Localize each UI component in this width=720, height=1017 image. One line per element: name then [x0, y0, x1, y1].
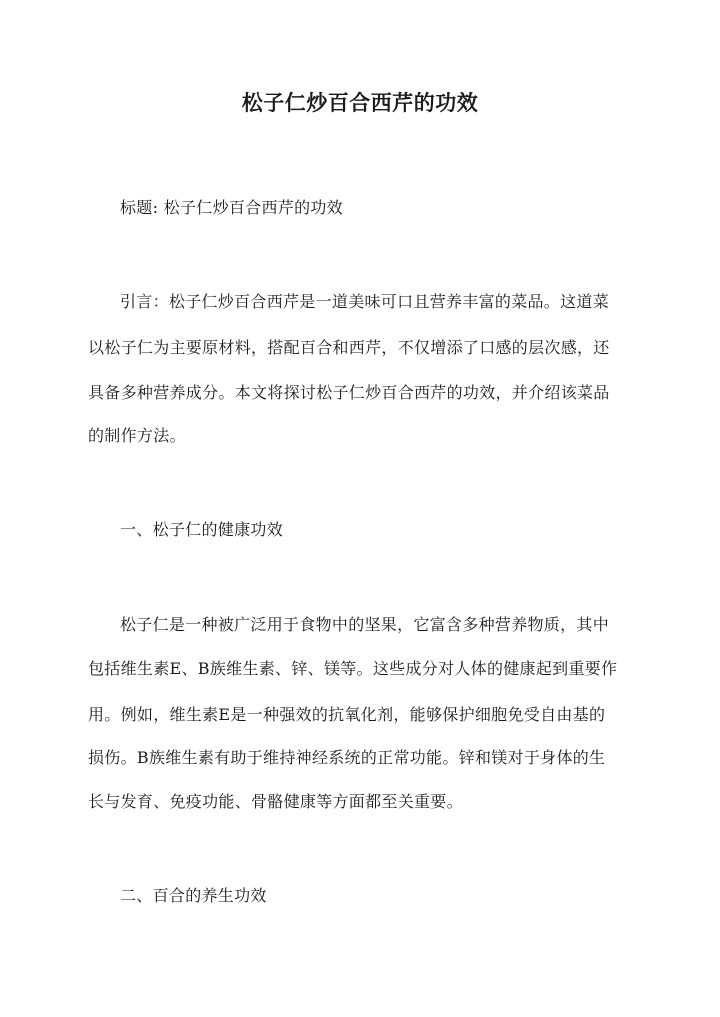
- document-title: 松子仁炒百合西芹的功效: [241, 90, 479, 115]
- body-line: 损伤。B族维生素有助于维持神经系统的正常功能。锌和镁对于身体的生: [88, 748, 606, 767]
- intro-line: 引言：松子仁炒百合西芹是一道美味可口且营养丰富的菜品。这道菜: [120, 292, 610, 311]
- intro-line: 以松子仁为主要原材料，搭配百合和西芹，不仅增添了口感的层次感，还: [88, 338, 610, 357]
- subject-line: 标题: 松子仁炒百合西芹的功效: [120, 198, 343, 217]
- section-heading-lily: 二、百合的养生功效: [120, 886, 267, 905]
- intro-line: 的制作方法。: [88, 426, 186, 445]
- body-line: 包括维生素E、B族维生素、锌、镁等。这些成分对人体的健康起到重要作: [88, 659, 618, 678]
- intro-line: 具备多种营养成分。本文将探讨松子仁炒百合西芹的功效，并介绍该菜品: [88, 383, 610, 402]
- section-heading-pine-nuts: 一、松子仁的健康功效: [120, 520, 284, 539]
- body-line: 用。例如，维生素E是一种强效的抗氧化剂，能够保护细胞免受自由基的: [88, 705, 606, 724]
- body-line: 松子仁是一种被广泛用于食物中的坚果，它富含多种营养物质，其中: [120, 615, 610, 634]
- body-line: 长与发育、免疫功能、骨骼健康等方面都至关重要。: [88, 792, 463, 811]
